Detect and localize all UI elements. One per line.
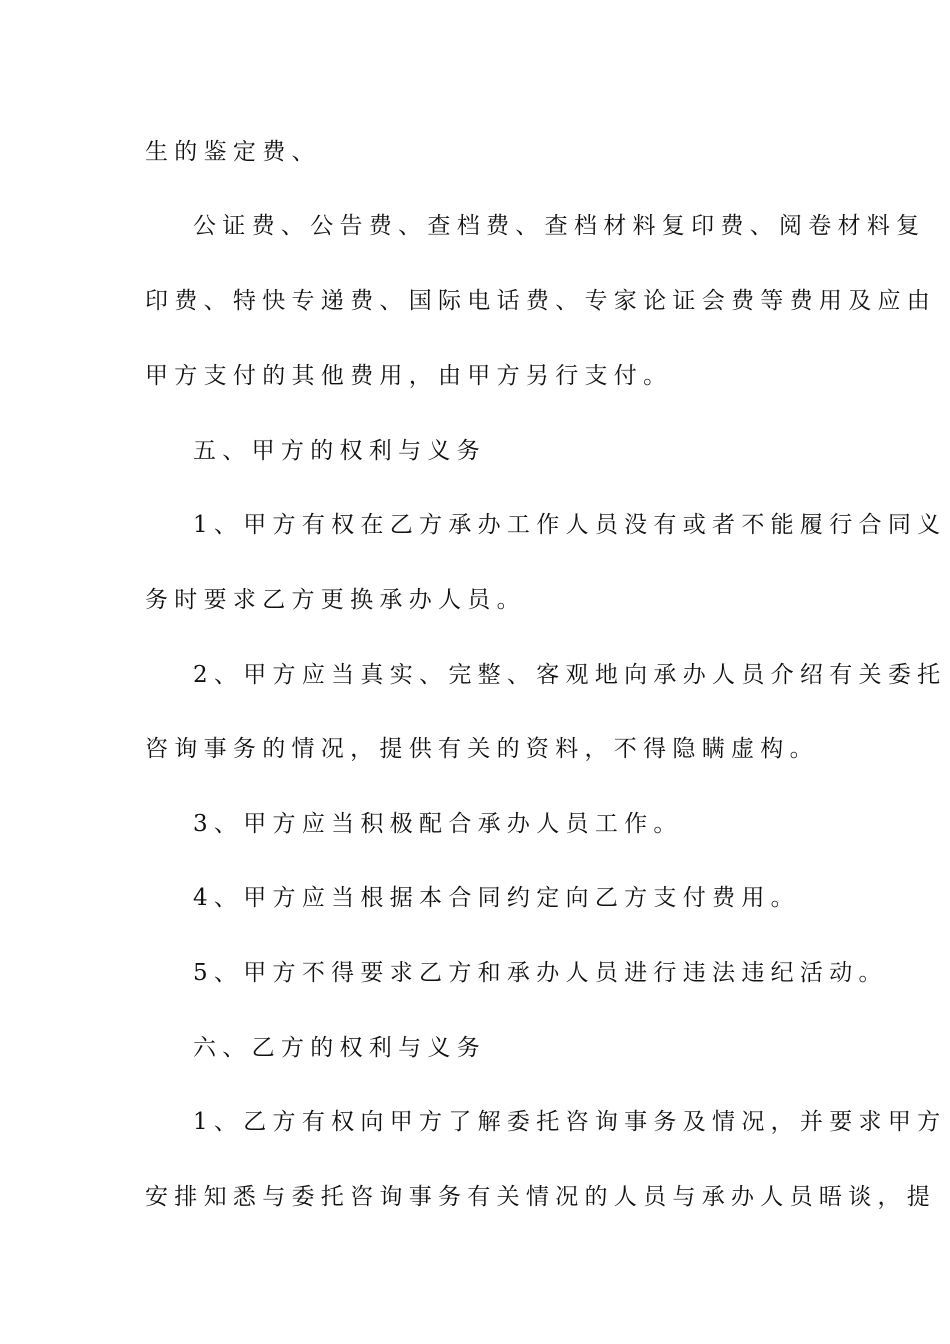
- text-line: 1、乙方有权向甲方了解委托咨询事务及情况，并要求甲方: [193, 1109, 947, 1135]
- text-line: 务时要求乙方更换承办人员。: [145, 587, 526, 613]
- text-line: 生的鉴定费、: [145, 139, 321, 165]
- text-line: 安排知悉与委托咨询事务有关情况的人员与承办人员晤谈，提: [145, 1184, 937, 1210]
- text-line: 甲方支付的其他费用，由甲方另行支付。: [145, 363, 673, 389]
- text-line: 咨询事务的情况，提供有关的资料，不得隐瞒虚构。: [145, 736, 819, 762]
- section-heading: 六、乙方的权利与义务: [193, 1035, 486, 1061]
- text-line: 印费、特快专递费、国际电话费、专家论证会费等费用及应由: [145, 288, 937, 314]
- text-line: 5、甲方不得要求乙方和承办人员进行违法违纪活动。: [193, 960, 888, 986]
- text-line: 4、甲方应当根据本合同约定向乙方支付费用。: [193, 885, 800, 911]
- text-line: 公证费、公告费、查档费、查档材料复印费、阅卷材料复: [193, 213, 926, 239]
- text-line: 3、甲方应当积极配合承办人员工作。: [193, 811, 683, 837]
- text-line: 1、甲方有权在乙方承办工作人员没有或者不能履行合同义: [193, 512, 947, 538]
- section-heading: 五、甲方的权利与义务: [193, 438, 486, 464]
- text-line: 2、甲方应当真实、完整、客观地向承办人员介绍有关委托: [193, 662, 947, 688]
